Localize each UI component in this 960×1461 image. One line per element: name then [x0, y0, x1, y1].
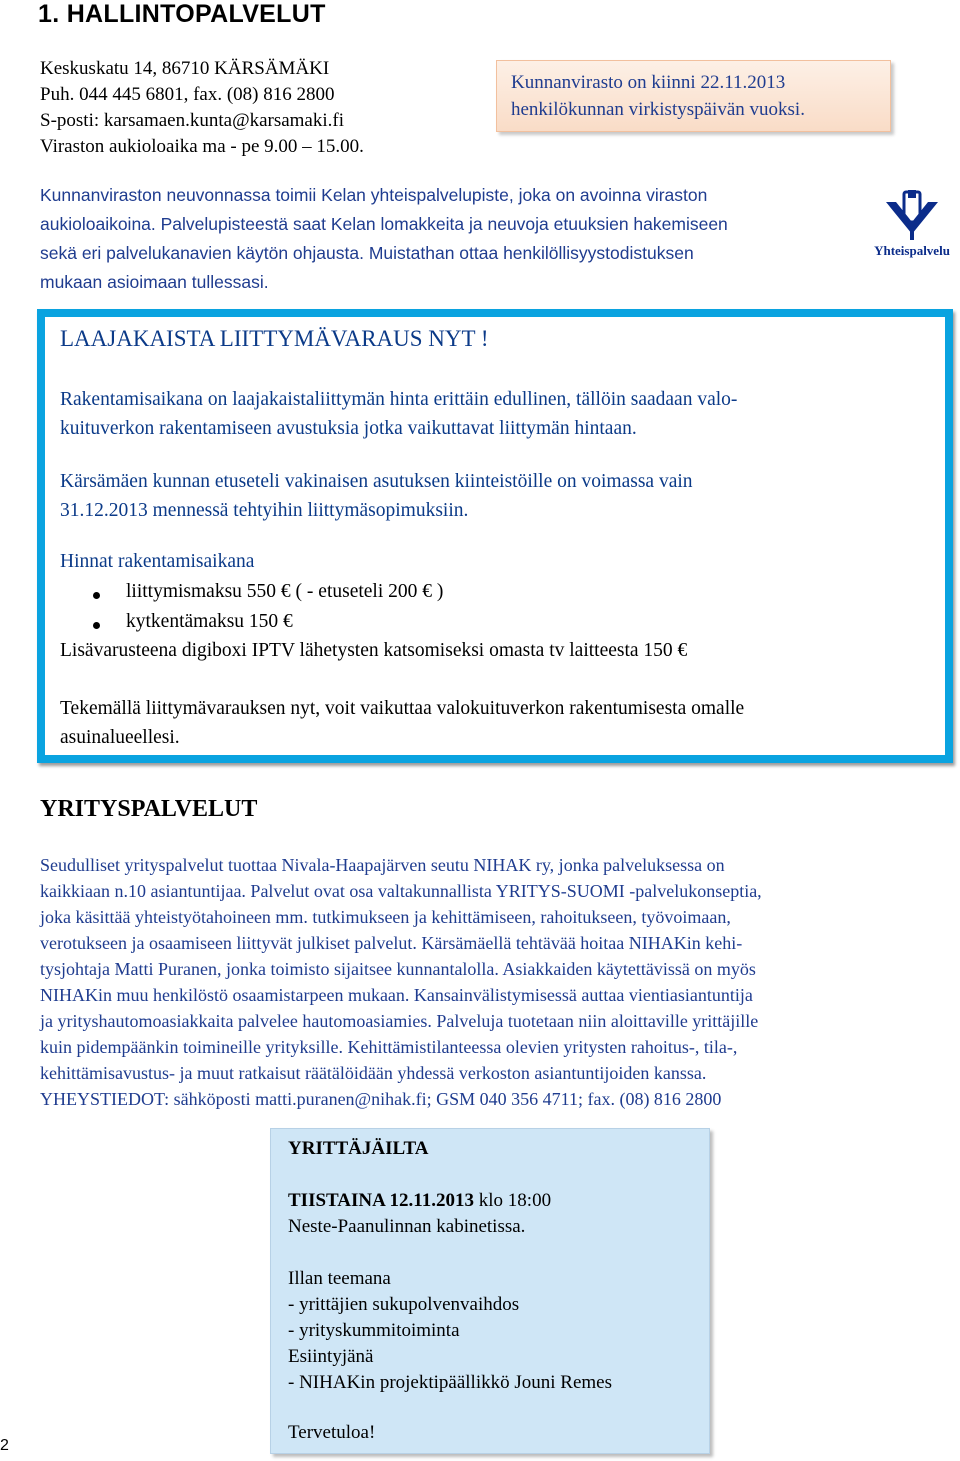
broadband-paragraph-3: [60, 694, 920, 752]
broadband-paragraph-2: [60, 467, 910, 525]
extra-price: Lisävarusteena digiboxi IPTV lähetysten katsomiseksi omasta tv laitteesta 150 €: [60, 640, 688, 661]
event-date-bold: TIISTAINA 12.11.2013: [288, 1190, 475, 1211]
paragraph-line: kuin pidempäänkin toimineille yrityksille. Kehittämistilanteessa olevien yritysten rahoitus-, tila-,: [40, 1037, 738, 1057]
paragraph-line: kehittämisavustus- ja muut ratkaisut räätälöidään yhdessä verkoston asiantuntijoiden kanssa.: [40, 1063, 707, 1083]
paragraph-line: Tekemällä liittymävarauksen nyt, voit vaikuttaa valokuituverkon rakentumisesta omalle: [60, 698, 745, 719]
event-date: [288, 1188, 551, 1214]
kela-line: sekä eri palvelukanavien käytön ohjausta. Muistathan ottaa henkilöllisyystodistuksen: [40, 243, 694, 263]
price-item: liittymismaksu 550 € ( - etuseteli 200 € ): [126, 581, 444, 602]
contact-address: Keskuskatu 14, 86710 KÄRSÄMÄKI: [40, 58, 330, 79]
paragraph-line: Rakentamisaikana on laajakaistaliittymän hinta erittäin edullinen, tällöin saadaan valo-: [60, 389, 738, 410]
kela-line: mukaan asioimaan tullessasi.: [40, 272, 269, 292]
paragraph-line: NIHAKin muu henkilöstö osaamistarpeen mukaan. Kansainvälistymisessä auttaa vientiasiantuntija: [40, 985, 753, 1005]
paragraph-line: verotukseen ja osaamiseen liittyvät julkiset palvelut. Kärsämäellä tehtävää hoitaa NIHAKin kehi-: [40, 933, 743, 953]
section-heading-yrityspalvelut: YRITYSPALVELUT: [40, 796, 258, 822]
section-heading-hallintopalvelut: 1. HALLINTOPALVELUT: [38, 0, 326, 28]
prices-heading: Hinnat rakentamisaikana: [60, 551, 255, 572]
paragraph-line: asuinalueellesi.: [60, 727, 180, 748]
kela-line: Kunnanviraston neuvonnassa toimii Kelan yhteispalvelupiste, joka on avoinna viraston: [40, 185, 708, 205]
event-time: klo 18:00: [474, 1190, 552, 1211]
event-place: Neste-Paanulinnan kabinetissa.: [288, 1216, 526, 1237]
contact-info: [40, 56, 364, 160]
event-title: YRITTÄJÄILTA: [288, 1138, 429, 1159]
paragraph-line: kaikkiaan n.10 asiantuntijaa. Palvelut ovat osa valtakunnallista YRITYS-SUOMI -palvelukonseptia,: [40, 881, 762, 901]
bullet-icon: [93, 592, 100, 599]
speaker-heading: Esiintyjänä: [288, 1346, 374, 1367]
closure-notice: [496, 60, 891, 132]
yhteispalvelu-logo: [866, 190, 958, 262]
notice-line: henkilökunnan virkistyspäivän vuoksi.: [511, 99, 805, 120]
bullet-icon: [93, 622, 100, 629]
contact-phone: Puh. 044 445 6801, fax. (08) 816 2800: [40, 84, 335, 105]
welcome-text: Tervetuloa!: [288, 1422, 376, 1443]
paragraph-line: Seudulliset yrityspalvelut tuottaa Nivala-Haapajärven seutu NIHAK ry, jonka palveluksessa on: [40, 855, 725, 875]
price-item: kytkentämaksu 150 €: [126, 611, 293, 632]
paragraph-line: Kärsämäen kunnan etuseteli vakinaisen asutuksen kiinteistöille on voimassa vain: [60, 471, 693, 492]
contact-hours: Viraston aukioloaika ma - pe 9.00 – 15.00.: [40, 136, 364, 157]
logo-text: Yhteispalvelu: [874, 243, 950, 258]
paragraph-line: joka käsittää yhteistyötahoineen mm. tutkimukseen ja kehittämiseen, rahoitukseen, työvoimaan,: [40, 907, 731, 927]
notice-line: Kunnanvirasto on kiinni 22.11.2013: [511, 72, 786, 93]
yhteispalvelu-emblem-icon: [866, 190, 958, 242]
kela-line: aukioloaikoina. Palvelupisteestä saat Kelan lomakkeita ja neuvoja etuuksien hakemiseen: [40, 214, 728, 234]
paragraph-line: 31.12.2013 mennessä tehtyihin liittymäsopimuksiin.: [60, 500, 469, 521]
theme-heading: Illan teemana: [288, 1268, 391, 1289]
paragraph-line: ja yrityshautomoasiakkaita palvelee hautomoasiamies. Palveluja tuotetaan niin aloittaville yrittäjille: [40, 1011, 759, 1031]
theme-item: - yrityskummitoiminta: [288, 1320, 460, 1341]
contact-line: YHEYSTIEDOT: sähköposti matti.puranen@nihak.fi; GSM 040 356 4711; fax. (08) 816 2800: [40, 1089, 722, 1109]
speaker: - NIHAKin projektipäällikkö Jouni Remes: [288, 1372, 613, 1393]
kela-service-paragraph: [40, 181, 840, 297]
business-services-paragraph: [40, 852, 940, 1112]
theme-item: - yrittäjien sukupolvenvaihdos: [288, 1294, 520, 1315]
broadband-paragraph-1: [60, 385, 910, 443]
paragraph-line: kuituverkon rakentamiseen avustuksia jotka vaikuttavat liittymän hintaan.: [60, 418, 637, 439]
broadband-title: LAAJAKAISTA LIITTYMÄVARAUS NYT !: [60, 326, 489, 351]
contact-email: S-posti: karsamaen.kunta@karsamaki.fi: [40, 110, 344, 131]
paragraph-line: tysjohtaja Matti Puranen, jonka toimisto sijaitsee kunnantalolla. Asiakkaiden käytettävissä on myös: [40, 959, 756, 979]
page-number: 2: [0, 1437, 9, 1454]
